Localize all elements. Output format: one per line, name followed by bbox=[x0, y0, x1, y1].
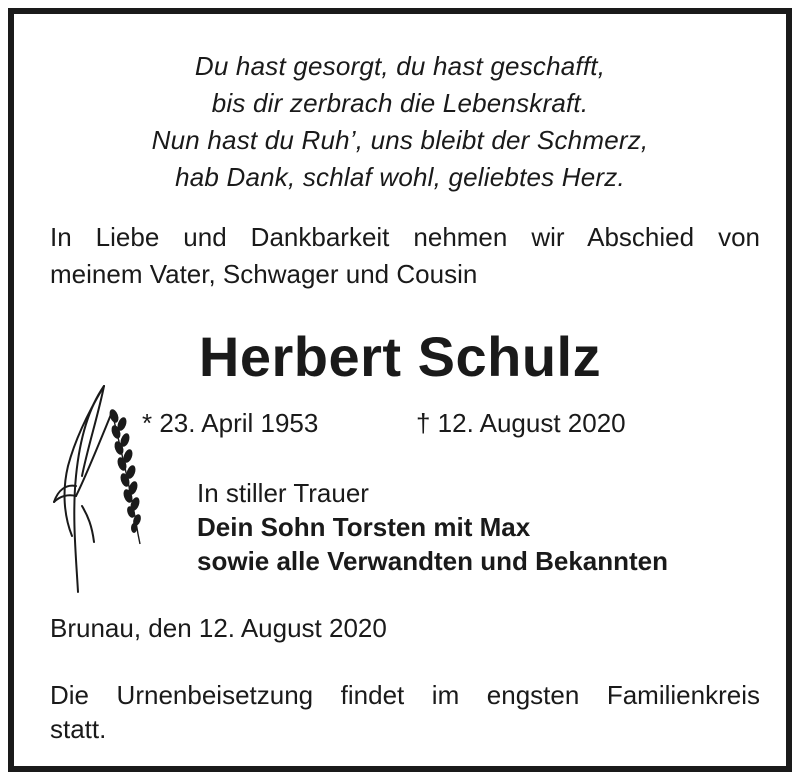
deceased-name: Herbert Schulz bbox=[198, 325, 602, 388]
place-date: Brunau, den 12. August 2020 bbox=[50, 613, 387, 643]
poem-line: Du hast gesorgt, du hast geschafft, bbox=[194, 51, 606, 81]
farewell-text bbox=[50, 219, 760, 293]
mourning-heading: In stiller Trauer bbox=[197, 478, 369, 508]
farewell-line: In Liebe und Dankbarkeit nehmen wir Abschied von bbox=[50, 222, 760, 252]
poem-line: bis dir zerbrach die Lebenskraft. bbox=[211, 88, 589, 118]
burial-note-line: Die Urnenbeisetzung findet im engsten Familienkreis bbox=[50, 680, 760, 710]
death-date: † 12. August 2020 bbox=[416, 408, 626, 438]
obituary-card bbox=[8, 8, 792, 772]
poem-line: hab Dank, schlaf wohl, geliebtes Herz. bbox=[175, 162, 625, 192]
burial-note-line: statt. bbox=[50, 714, 107, 744]
farewell-line: meinem Vater, Schwager und Cousin bbox=[50, 259, 478, 289]
burial-note bbox=[50, 678, 760, 746]
poem bbox=[14, 48, 786, 196]
mourner-line: Dein Sohn Torsten mit Max bbox=[197, 512, 531, 542]
wheat-ear-icon bbox=[42, 366, 152, 594]
mourners-block bbox=[197, 476, 668, 578]
mourner-line: sowie alle Verwandten und Bekannten bbox=[197, 546, 669, 576]
poem-line: Nun hast du Ruh’, uns bleibt der Schmerz, bbox=[151, 125, 649, 155]
birth-date: * 23. April 1953 bbox=[142, 408, 319, 438]
